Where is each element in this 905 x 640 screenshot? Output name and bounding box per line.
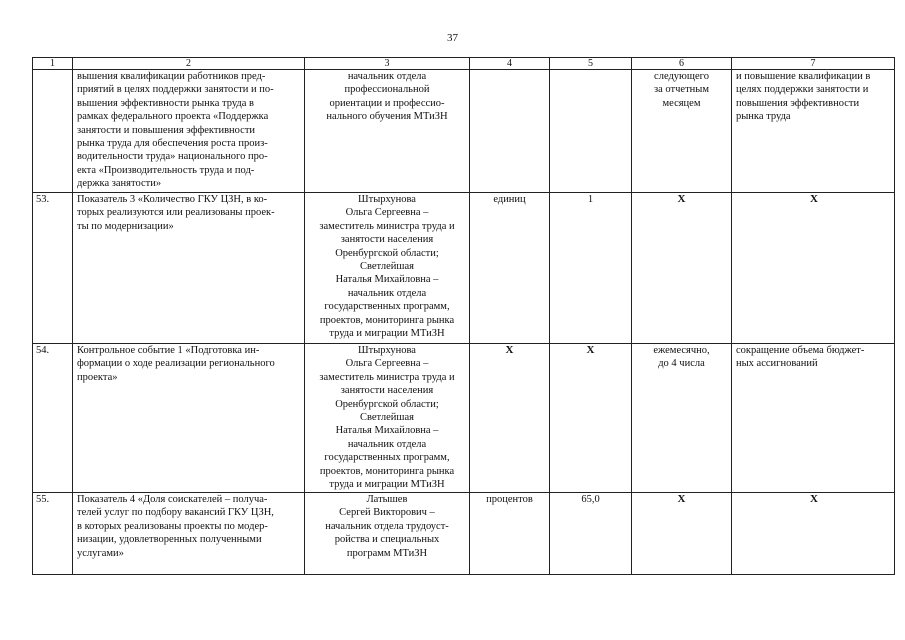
responsible-person: начальник отдела профессиональной ориентации и профессио- нального обучения МТиЗН	[305, 70, 470, 193]
header-row	[33, 58, 895, 70]
value-cell: 65,0	[550, 493, 632, 575]
table-row	[33, 70, 895, 193]
value-cell: 1	[550, 193, 632, 344]
unit-cell	[470, 70, 550, 193]
item-name: вышения квалификации работников пред- приятий в целях поддержки занятости и по- вышения эффективности рынка труда в рамках федерального проекта «Поддержка занятости и повышения эффективности рынка труда для обеспечения роста произ- водительности труда» национального про- екта «Производительность труда и под- держка занятости»	[73, 70, 305, 193]
period-cell: ежемесячно, до 4 числа	[632, 344, 732, 493]
responsible-person: Латышев Сергей Викторович – начальник отдела трудоуст- ройства и специальных программ МТиЗН	[305, 493, 470, 575]
column-header: 1	[33, 58, 73, 70]
table-row	[33, 193, 895, 344]
consequence-cell: X	[732, 193, 895, 344]
row-number	[33, 70, 73, 193]
table-row	[33, 493, 895, 575]
column-header: 7	[732, 58, 895, 70]
value-cell: X	[550, 344, 632, 493]
responsible-person: Штырхунова Ольга Сергеевна – заместитель министра труда и занятости населения Оренбургской области; Светлейшая Наталья Михайловна – начальник отдела государственных программ, проектов, мониторинга рынка труда и миграции МТиЗН	[305, 344, 470, 493]
row-number: 54.	[33, 344, 73, 493]
unit-cell: единиц	[470, 193, 550, 344]
row-number: 55.	[33, 493, 73, 575]
consequence-cell: и повышение квалификации в целях поддержки занятости и повышения эффективности рынка труда	[732, 70, 895, 193]
page-number: 37	[447, 32, 458, 44]
responsible-person: Штырхунова Ольга Сергеевна – заместитель министра труда и занятости населения Оренбургской области; Светлейшая Наталья Михайловна – начальник отдела государственных программ, проектов, мониторинга рынка труда и миграции МТиЗН	[305, 193, 470, 344]
unit-cell: X	[470, 344, 550, 493]
consequence-cell: X	[732, 493, 895, 575]
column-header: 5	[550, 58, 632, 70]
period-cell: X	[632, 493, 732, 575]
row-number: 53.	[33, 193, 73, 344]
column-header: 3	[305, 58, 470, 70]
item-name: Контрольное событие 1 «Подготовка ин- формации о ходе реализации регионального проекта»	[73, 344, 305, 493]
item-name: Показатель 3 «Количество ГКУ ЦЗН, в ко- торых реализуются или реализованы проек- ты по модернизации»	[73, 193, 305, 344]
item-name: Показатель 4 «Доля соискателей – получа- телей услуг по подбору вакансий ГКУ ЦЗН, в которых реализованы проекты по модер- низации, удовлетворенных полученными услугами»	[73, 493, 305, 575]
column-header: 2	[73, 58, 305, 70]
unit-cell: процентов	[470, 493, 550, 575]
value-cell	[550, 70, 632, 193]
consequence-cell: сокращение объема бюджет- ных ассигнований	[732, 344, 895, 493]
table-row	[33, 344, 895, 493]
column-header: 6	[632, 58, 732, 70]
period-cell: следующего за отчетным месяцем	[632, 70, 732, 193]
period-cell: X	[632, 193, 732, 344]
project-table	[32, 57, 895, 575]
column-header: 4	[470, 58, 550, 70]
